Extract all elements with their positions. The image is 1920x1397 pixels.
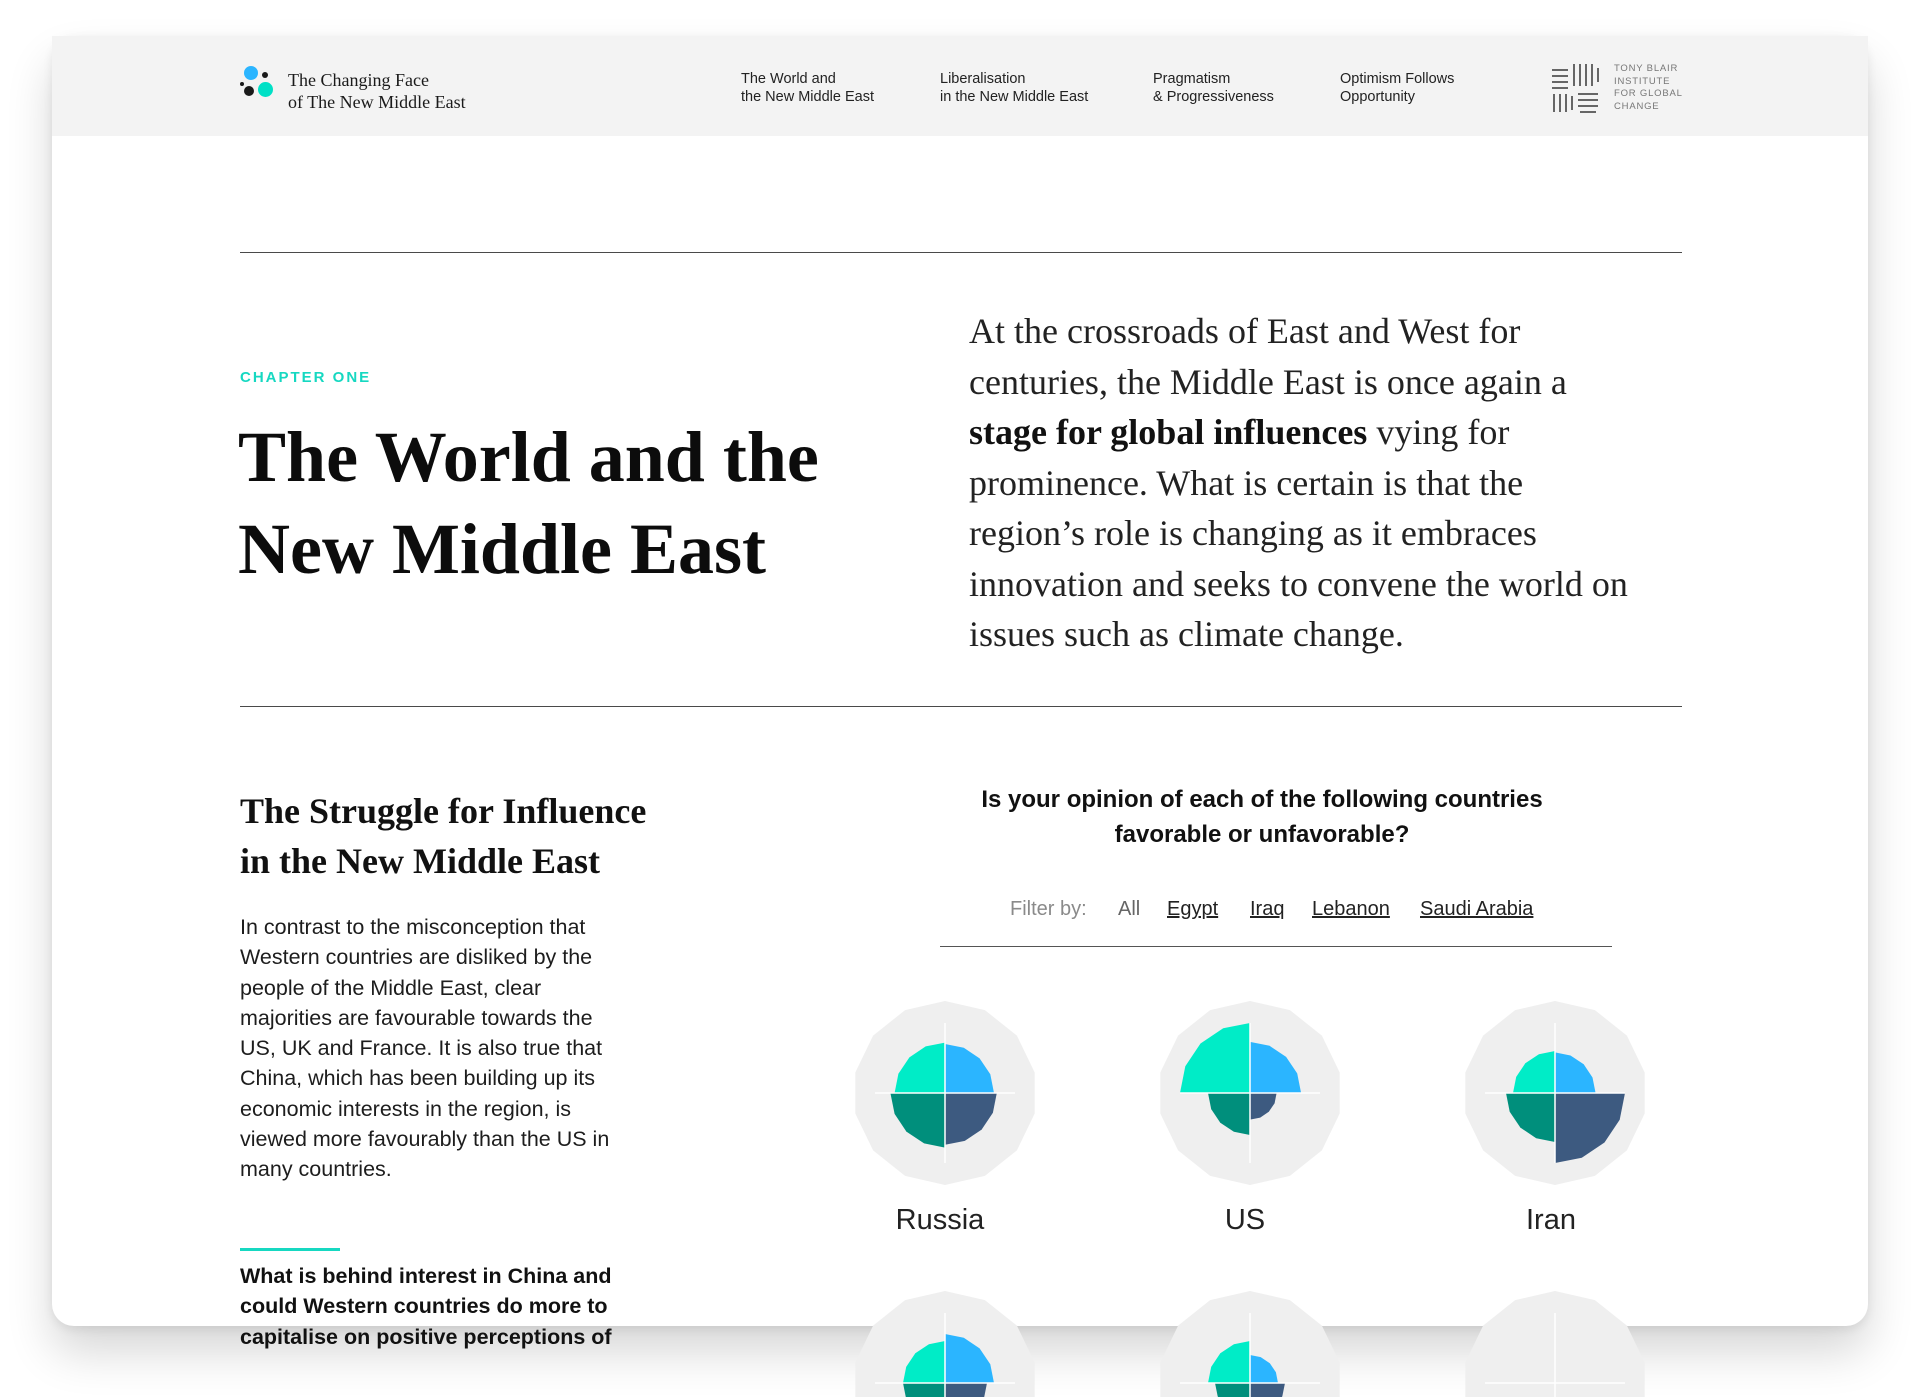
filter-iraq[interactable]: Iraq [1250, 898, 1285, 920]
body-line: viewed more favourably than the US in [240, 1127, 610, 1152]
partner-name-line: TONY BLAIR [1614, 63, 1679, 74]
nav-label-line1: Liberalisation [940, 71, 1026, 87]
nav-label-line2: & Progressiveness [1153, 89, 1274, 105]
section-title-line1: The Struggle for Influence [240, 791, 647, 831]
question-line: What is behind interest in China and [240, 1264, 612, 1288]
section-title-line2: in the New Middle East [240, 841, 600, 881]
opinion-charts [52, 36, 1868, 1326]
chart-question-line1: Is your opinion of each of the following countries [981, 786, 1543, 813]
nav-label-line1: Optimism Follows [1340, 71, 1455, 87]
question-line: could Western countries do more to [240, 1294, 608, 1319]
chapter-title-line2: New Middle East [238, 509, 766, 589]
chart-question-line2: favorable or unfavorable? [1114, 821, 1410, 848]
chart-label-us: US [1224, 1204, 1266, 1236]
nav-label-line1: Pragmatism [1153, 71, 1231, 87]
intro-line: region’s role is changing as it embraces [969, 513, 1537, 553]
polar-chart-russia[interactable] [855, 1001, 1034, 1185]
body-line: majorities are favourable towards the [240, 1005, 593, 1030]
polar-chart-row2-left[interactable] [855, 1291, 1034, 1397]
quadrant-somewhat-unfavorable [945, 1383, 987, 1397]
filter-egypt[interactable]: Egypt [1167, 898, 1219, 920]
polar-chart-row2-middle[interactable] [1160, 1291, 1339, 1397]
body-line: economic interests in the region, is [240, 1096, 572, 1121]
chart-label-russia: Russia [895, 1204, 985, 1236]
chapter-label: CHAPTER ONE [240, 369, 372, 386]
filter-saudi-arabia[interactable]: Saudi Arabia [1420, 898, 1534, 920]
partner-name-line: CHANGE [1614, 100, 1660, 112]
question-line: capitalise on positive perceptions of [240, 1324, 612, 1349]
body-line: Western countries are disliked by the [240, 945, 593, 970]
body-line: many countries. [240, 1157, 392, 1182]
intro-line-rest: vying for [1367, 412, 1510, 452]
quadrant-very-unfavorable [1215, 1383, 1250, 1397]
polar-chart-iran[interactable] [1465, 1001, 1644, 1185]
intro-line: prominence. What is certain is that the [969, 462, 1524, 503]
browser-window [52, 36, 1868, 1349]
partner-name-line: INSTITUTE [1614, 75, 1671, 87]
nav-label-line1: The World and [741, 71, 836, 87]
intro-line: centuries, the Middle East is once again a [969, 361, 1567, 402]
intro-line: At the crossroads of East and West for [969, 311, 1521, 351]
nav-label-line2: in the New Middle East [940, 89, 1089, 105]
site-title-line2: of The New Middle East [288, 92, 466, 112]
site-title-line1: The Changing Face [288, 70, 429, 90]
intro-line: issues such as climate change. [969, 614, 1404, 654]
chart-label-iran: Iran [1526, 1204, 1576, 1236]
filter-all[interactable]: All [1118, 898, 1141, 920]
polar-chart-us[interactable] [1160, 1001, 1339, 1185]
body-line: US, UK and France. It is also true that [240, 1036, 603, 1061]
nav-label-line2: the New Middle East [741, 89, 874, 105]
body-line: In contrast to the misconception that [240, 915, 586, 939]
filter-label: Filter by: [1010, 898, 1087, 920]
body-line: China, which has been building up its [240, 1066, 595, 1091]
intro-line: innovation and seeks to convene the world on [969, 563, 1628, 604]
intro-emphasis: stage for global influences [969, 412, 1368, 452]
nav-label-line2: Opportunity [1340, 89, 1415, 105]
chapter-title-line1: The World and the [238, 417, 819, 497]
quadrant-very-unfavorable [903, 1383, 945, 1397]
filter-lebanon[interactable]: Lebanon [1312, 898, 1390, 920]
partner-name-line: FOR GLOBAL [1614, 88, 1683, 99]
polar-chart-row2-right[interactable] [1465, 1291, 1644, 1397]
quadrant-somewhat-unfavorable [1250, 1383, 1285, 1397]
body-line: people of the Middle East, clear [240, 975, 542, 1000]
